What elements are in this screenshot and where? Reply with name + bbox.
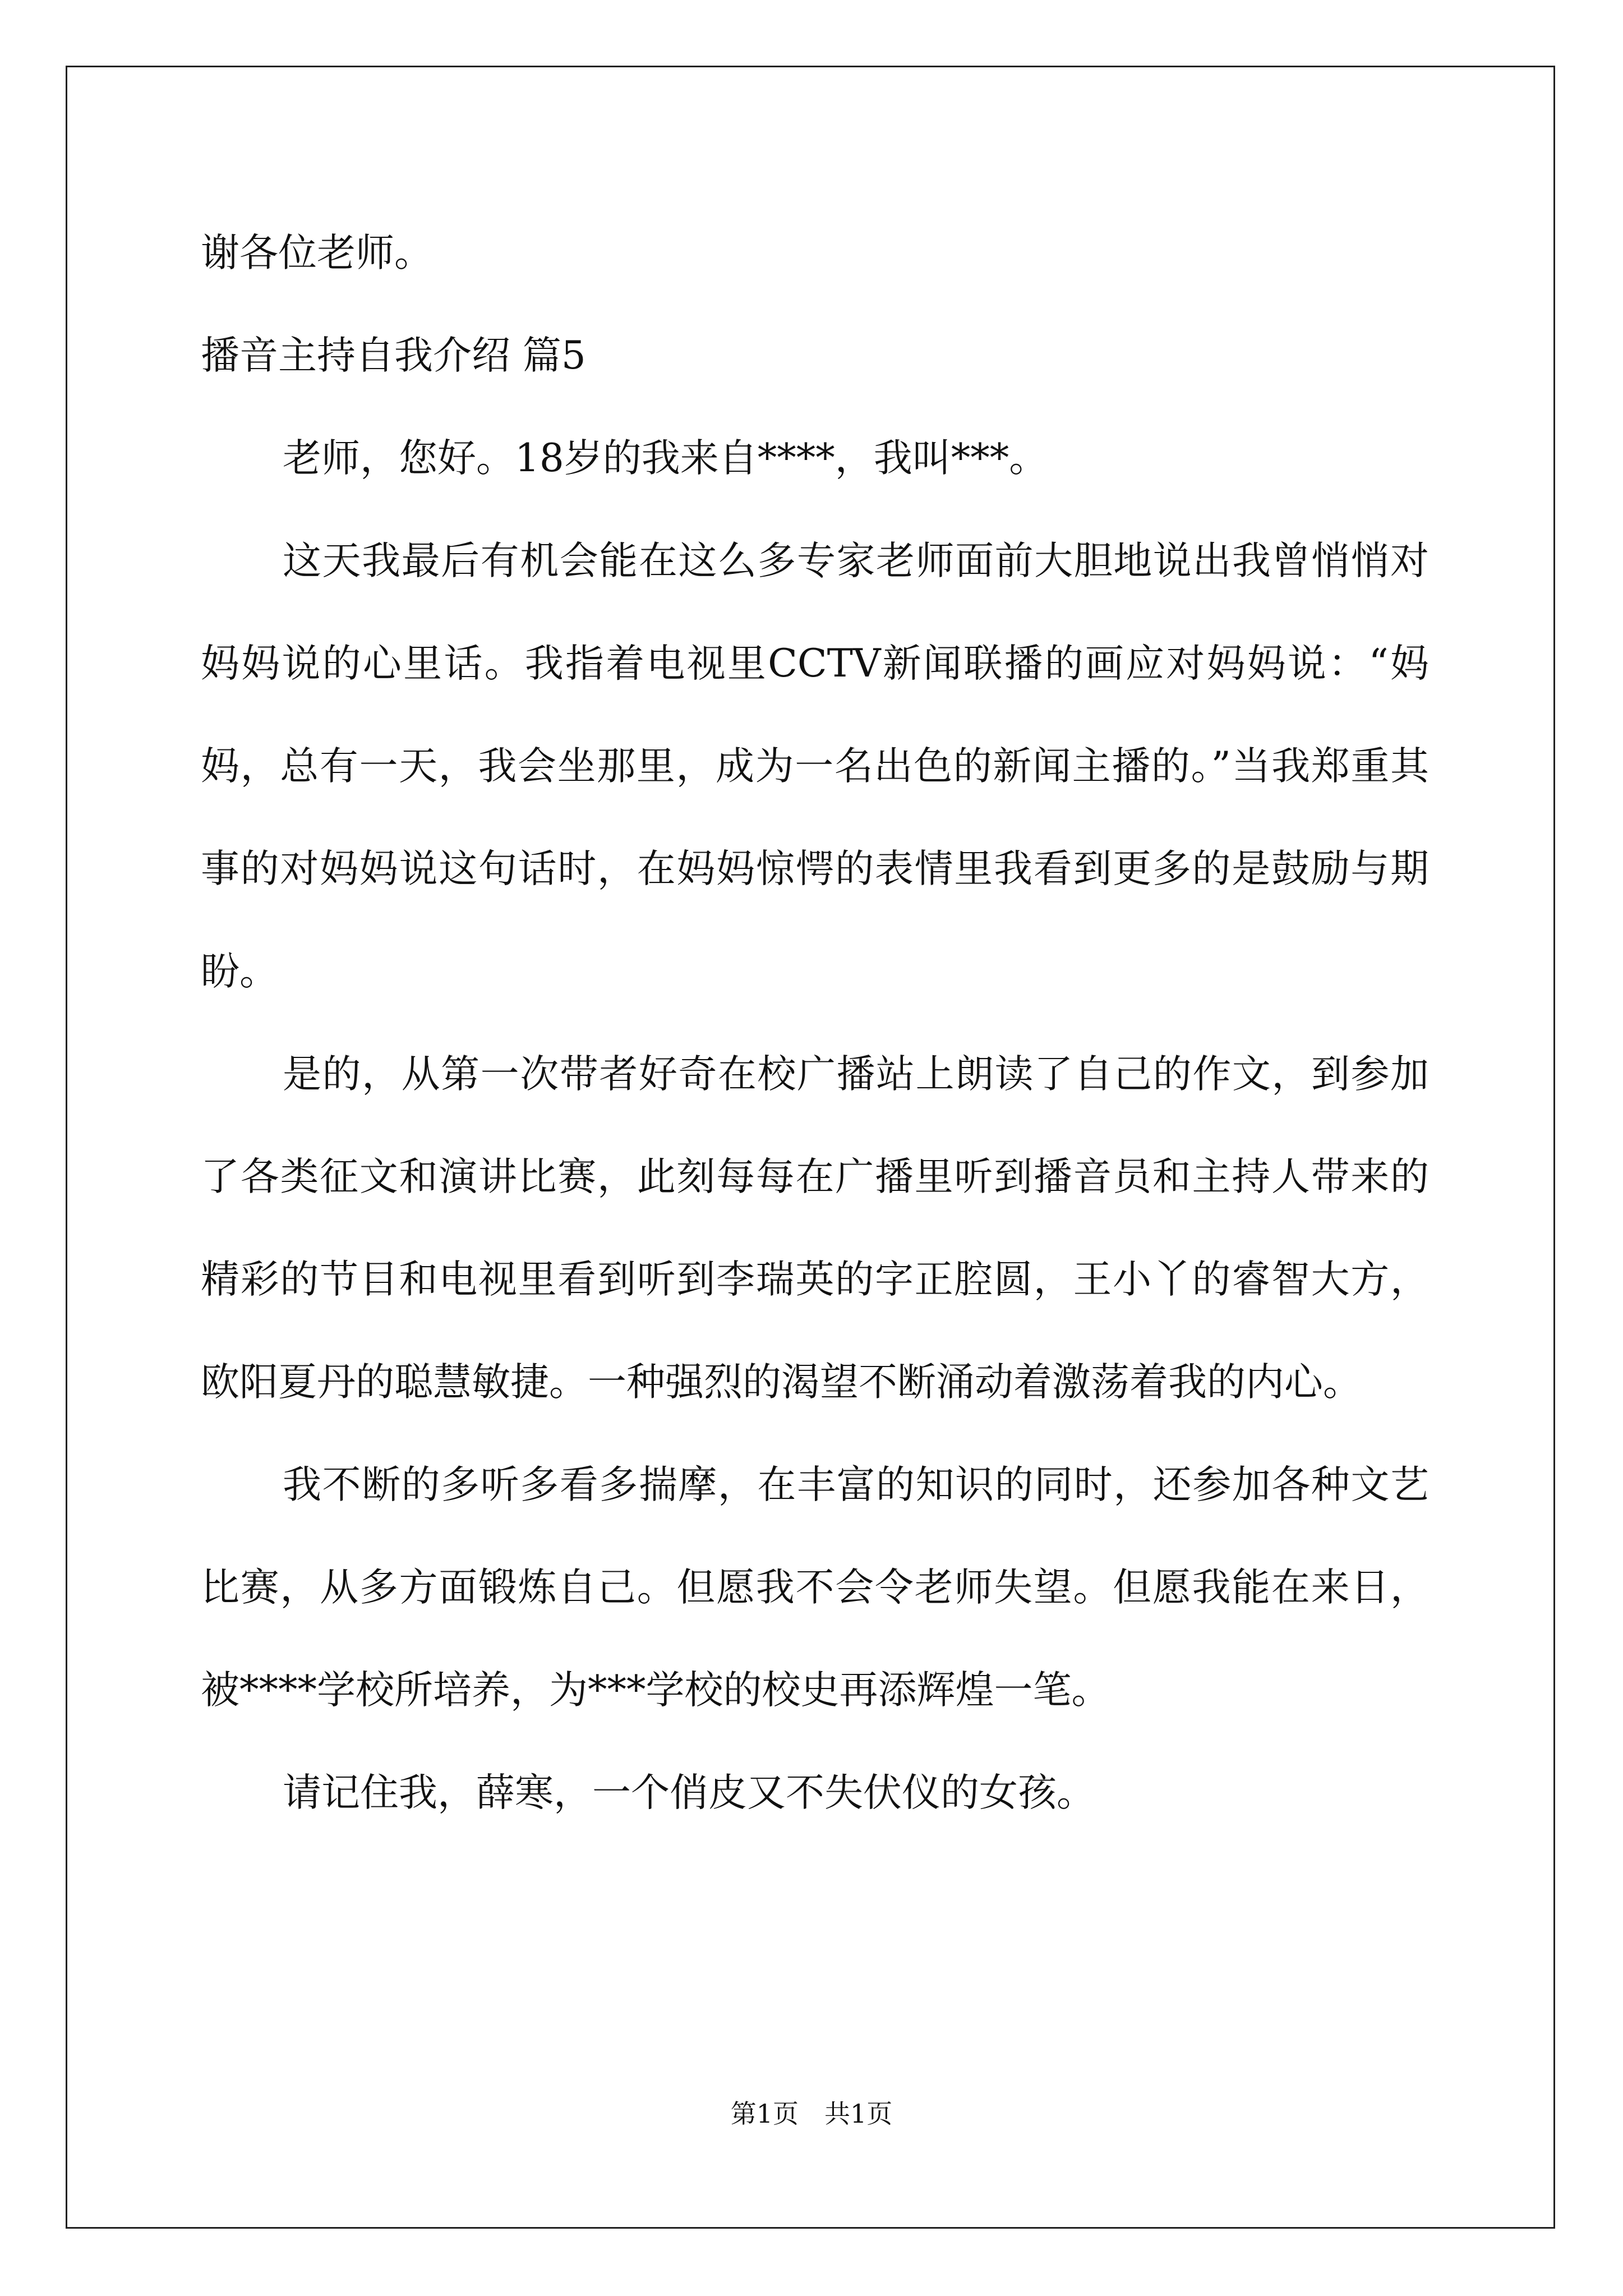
paragraph-effort: 我不断的多听多看多揣摩，在丰富的知识的同时，还参加各种文艺比赛，从多方面锻炼自己。但愿我不会令老师失望。但愿我能在来日，被****学校所培养，为***学校的校史再添辉煌一笔。: [201, 1462, 1429, 1713]
section-heading: 播音主持自我介绍 篇5: [201, 333, 586, 378]
paragraph-remember: 请记住我，薛寒，一个俏皮又不失伏仪的女孩。: [283, 1770, 1095, 1815]
paragraph-closing: 谢各位老师。: [201, 231, 433, 275]
page-footer: 第1页 共1页: [730, 2099, 893, 2129]
paragraph-dream: 这天我最后有机会能在这么多专家老师面前大胆地说出我曾悄悄对妈妈说的心里话。我指着电视里CCTV新闻联播的画应对妈妈说：“妈妈，总有一天，我会坐那里，成为一名出色的新闻主播的。”当我郑重其事的对妈妈说这句话时，在妈妈惊愕的表情里我看到更多的是鼓励与期盼。: [201, 539, 1429, 994]
document-body: [201, 202, 1429, 1844]
paragraph-greeting: 老师，您好。18岁的我来自****，我叫***。: [283, 436, 1048, 481]
paragraph-experience: 是的，从第一次带者好奇在校广播站上朗读了自己的作文，到参加了各类征文和演讲比赛，此刻每每在广播里听到播音员和主持人带来的精彩的节目和电视里看到听到李瑞英的字正腔圆，王小丫的睿智大方，欧阳夏丹的聪慧敏捷。一种强烈的渴望不断涌动着激荡着我的内心。: [201, 1052, 1429, 1405]
